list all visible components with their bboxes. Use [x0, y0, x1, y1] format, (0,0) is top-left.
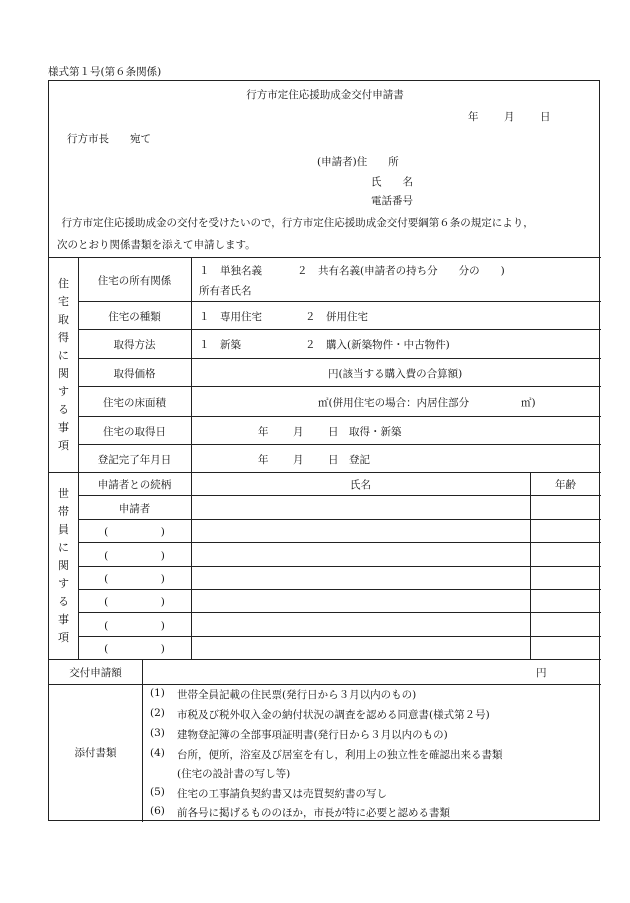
attachment-item-text: 世帯全員記載の住民票(発行日から３月以内のもの) — [177, 689, 417, 701]
attachment-item-number: (3) — [150, 727, 165, 739]
date-day-label: 日 — [540, 111, 551, 123]
ownership-label: 住宅の所有関係 — [97, 275, 172, 287]
household-row-relation: ( ) — [104, 620, 165, 632]
housing-type-dedicated[interactable]: １ 専用住宅 — [199, 311, 262, 323]
attachment-item-text: 台所，便所，浴室及び居室を有し，利用上の独立性を確認出来る書類 — [177, 749, 503, 761]
addressee: 行方市長 宛て — [67, 133, 151, 145]
form-number: 様式第１号(第６条関係) — [48, 66, 162, 78]
date-year-label: 年 — [468, 111, 479, 123]
attachment-item-number: (2) — [150, 707, 165, 719]
registered-date-label: 登記完了年月日 — [97, 454, 172, 466]
registered-date-year: 年 — [258, 454, 269, 466]
housing-type-mixed[interactable]: ２ 併用住宅 — [305, 311, 368, 323]
ownership-option-single[interactable]: １ 単独名義 — [199, 265, 262, 277]
household-row-relation: ( ) — [104, 596, 165, 608]
attachment-item-text: 前各号に掲げるもののほか，市長が特に必要と認める書類 — [177, 807, 450, 819]
household-row-relation: ( ) — [104, 643, 165, 655]
application-form — [48, 80, 600, 821]
household-row-applicant: 申請者 — [118, 503, 151, 515]
attachment-item-number: (5) — [150, 786, 165, 798]
acquisition-method-purchase[interactable]: ２ 購入(新築物件・中古物件) — [305, 339, 450, 351]
household-name-input[interactable] — [195, 522, 525, 540]
grant-amount-unit: 円 — [536, 667, 547, 679]
registered-date-day: 日 — [328, 454, 339, 466]
grant-amount-input[interactable] — [147, 662, 527, 681]
ownership-option-joint[interactable]: ２ 共有名義(申請者の持ち分 分の ) — [297, 265, 505, 277]
acquired-date-day: 日 — [328, 426, 339, 438]
household-row-relation: ( ) — [104, 573, 165, 585]
housing-section-label: 住 宅 取 得 に 関 す る 事 項 — [58, 276, 69, 452]
household-row-relation: ( ) — [104, 550, 165, 562]
grant-amount-label: 交付申請額 — [69, 667, 122, 679]
household-name-input[interactable] — [195, 639, 525, 657]
household-header-relation: 申請者との続柄 — [97, 479, 172, 491]
acquisition-method-label: 取得方法 — [113, 339, 156, 351]
attachment-item-text: (住宅の設計書の写し等) — [177, 768, 291, 780]
intro-text-line1: 行方市定住応援助成金の交付を受けたいので，行方市定住応援助成金交付要綱第６条の規定により， — [51, 217, 534, 229]
floor-area-label: 住宅の床面積 — [103, 397, 166, 409]
attachment-item-text: 建物登記簿の全部事項証明書(発行日から３月以内のもの) — [177, 729, 448, 741]
acquired-date-suffix: 取得・新築 — [349, 426, 402, 438]
household-header-age: 年齢 — [555, 479, 576, 491]
household-name-input[interactable] — [195, 592, 525, 610]
applicant-phone-label: 電話番号 — [371, 195, 413, 207]
housing-type-label: 住宅の種類 — [108, 311, 161, 323]
registered-date-suffix: 登記 — [349, 454, 370, 466]
attachment-item-number: (1) — [150, 687, 165, 699]
attachment-item-number: (6) — [150, 805, 165, 817]
registered-date-month: 月 — [293, 454, 304, 466]
floor-area-unit: ㎡(併用住宅の場合：内居住部分 — [318, 397, 470, 409]
household-name-input[interactable] — [195, 569, 525, 587]
acquired-date-month: 月 — [293, 426, 304, 438]
acquired-date-label: 住宅の取得日 — [103, 426, 166, 438]
household-section-label: 世 帯 員 に 関 す る 事 項 — [58, 486, 69, 644]
household-name-input[interactable] — [195, 615, 525, 633]
applicant-name-label: 氏 名 — [371, 176, 413, 188]
date-month-label: 月 — [504, 111, 515, 123]
form-title: 行方市定住応援助成金交付申請書 — [246, 89, 404, 101]
household-name-input[interactable] — [195, 498, 525, 516]
attachments-label: 添付書類 — [74, 747, 117, 759]
applicant-address-label: (申請者)住 所 — [317, 156, 399, 168]
floor-area-living-unit: ㎡) — [521, 397, 536, 409]
acquisition-price-label: 取得価格 — [113, 368, 156, 380]
household-row-relation: ( ) — [104, 526, 165, 538]
acquisition-price-unit: 円(該当する購入費の合算額) — [328, 368, 463, 380]
attachment-item-text: 住宅の工事請負契約書又は売買契約書の写し — [177, 788, 387, 800]
acquired-date-year: 年 — [258, 426, 269, 438]
attachment-item-text: 市税及び税外収入金の納付状況の調査を認める同意書(様式第２号) — [177, 709, 490, 721]
intro-text-line2: 次のとおり関係書類を添えて申請します。 — [57, 239, 256, 251]
acquisition-method-new[interactable]: １ 新築 — [199, 339, 241, 351]
household-name-input[interactable] — [195, 545, 525, 563]
attachment-item-number: (4) — [150, 747, 165, 759]
household-header-name: 氏名 — [350, 479, 371, 491]
owner-name-label: 所有者氏名 — [199, 285, 252, 297]
